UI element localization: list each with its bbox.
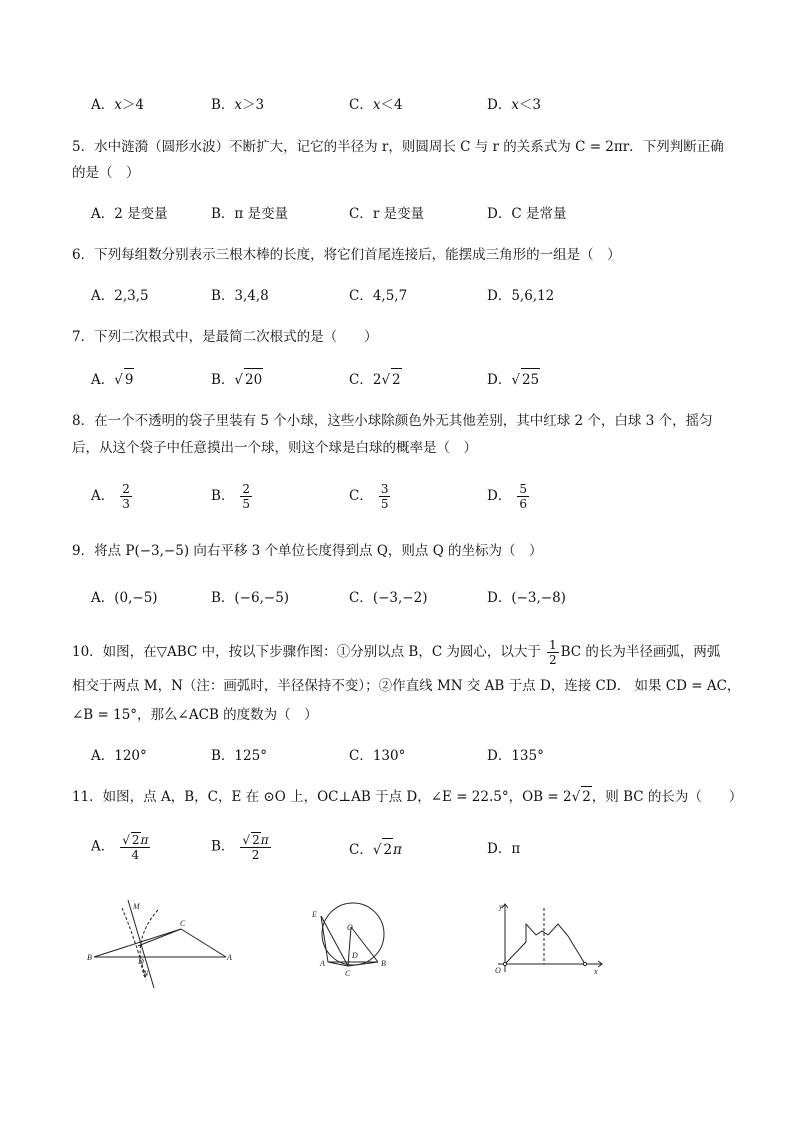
q11-option-b-label: B． <box>211 838 235 855</box>
q7-option-d[interactable] <box>487 368 540 391</box>
q5-option-c[interactable]: C．r 是变量 <box>349 206 425 222</box>
q11-option-c[interactable] <box>349 838 402 861</box>
q7-option-a[interactable] <box>91 368 134 391</box>
fig2-label-e: E <box>312 910 317 919</box>
q5-option-b[interactable]: B．π 是变量 <box>211 206 289 222</box>
fraction <box>547 638 559 667</box>
q11-option-c-label: C． <box>349 842 373 858</box>
q8-option-d[interactable] <box>487 482 529 511</box>
q8-option-a[interactable] <box>91 482 132 511</box>
radical-icon: √ <box>114 372 123 388</box>
fraction <box>120 482 132 511</box>
q4-option-c[interactable]: C．𝑥＜4 <box>349 97 403 113</box>
numerator: 3 <box>380 482 389 496</box>
q10-options <box>91 745 731 769</box>
denominator: 2 <box>548 653 557 667</box>
radical-icon: √ <box>242 833 251 847</box>
fig2-label-c: C <box>345 969 351 978</box>
q10-option-d[interactable]: D．135° <box>487 748 544 764</box>
pi-symbol: π <box>260 833 269 847</box>
q5-option-a[interactable]: A．2 是变量 <box>91 206 168 222</box>
q11-option-a-label: A． <box>91 838 115 855</box>
q7-option-d-label: D． <box>487 372 512 388</box>
numerator: 1 <box>548 638 557 652</box>
q7-options <box>91 368 731 392</box>
q8-option-d-label: D． <box>487 488 512 504</box>
radicand: 2 <box>382 838 393 861</box>
q10-stem-line2: 相交于两点 M，N（注：画弧时，半径保持不变）；②作直线 MN 交 AB 于点 D，连接 CD． 如果 CD = AC， <box>72 678 741 694</box>
numerator <box>240 832 270 848</box>
q10-option-a[interactable]: A．120° <box>91 748 147 764</box>
q8-option-b[interactable] <box>211 482 252 511</box>
radical-icon: √ <box>571 789 581 805</box>
fig2-label-a: A <box>320 959 325 968</box>
q8-stem-line2: 后，从这个袋子中任意摸出一个球，则这个球是白球的概率是（ ） <box>72 440 477 456</box>
fig3-label-y: y <box>499 902 503 911</box>
q7-option-b[interactable] <box>211 368 263 391</box>
fraction <box>379 482 391 511</box>
radicand: 2 <box>131 833 140 847</box>
denominator: 5 <box>242 497 251 511</box>
q6-option-a[interactable]: A．2,3,5 <box>91 288 149 304</box>
q9-option-a[interactable]: A．(0,−5) <box>91 590 158 606</box>
q4-option-b[interactable]: B．𝑥＞3 <box>211 97 265 113</box>
radical-icon: √ <box>511 372 520 388</box>
q7-option-d-radicand: 25 <box>521 368 540 391</box>
q6-options <box>91 285 731 309</box>
figure-q11-circle <box>308 902 394 978</box>
q11-option-d[interactable] <box>487 838 520 860</box>
figure-graph <box>490 898 610 978</box>
fig2-label-o: O <box>347 923 353 932</box>
denominator: 6 <box>519 497 527 511</box>
q5-options <box>91 203 731 227</box>
q4-option-d[interactable]: D．𝑥＜3 <box>487 97 542 113</box>
q5-stem-line2: 的是（ ） <box>72 165 140 181</box>
q7-option-b-radicand: 20 <box>244 368 263 391</box>
q9-stem: 9．将点 P(−3,−5) 向右平移 3 个单位长度得到点 Q，则点 Q 的坐标为（ ） <box>72 543 543 559</box>
denominator: 3 <box>122 497 130 511</box>
q8-option-a-label: A． <box>91 488 115 504</box>
q7-stem: 7．下列二次根式中，是最简二次根式的是（ ） <box>72 329 378 345</box>
q9-option-c[interactable]: C．(−3,−2) <box>349 590 428 606</box>
q8-option-c[interactable] <box>349 482 390 511</box>
q9-options <box>91 587 731 611</box>
q11-option-d-label: D． <box>487 841 512 857</box>
q11-option-b[interactable] <box>211 832 271 862</box>
fig1-label-m: M <box>133 902 140 911</box>
numerator <box>120 832 150 848</box>
fig1-label-n: N <box>143 969 149 978</box>
pi-symbol: π <box>511 841 521 857</box>
fig1-label-b: B <box>87 953 92 962</box>
fraction <box>240 482 252 511</box>
q11-stem-radicand: 2 <box>581 786 592 807</box>
q11-stem <box>72 786 742 807</box>
radical-icon: √ <box>372 842 382 858</box>
q7-option-a-radicand: 9 <box>124 368 135 391</box>
radical-icon: √ <box>122 833 130 847</box>
q11-stem-part2: ，则 BC 的长为（ ） <box>591 789 743 805</box>
q7-option-a-label: A． <box>91 372 115 388</box>
q5-option-d[interactable]: D．C 是常量 <box>487 206 567 222</box>
q10-stem-line3: ∠B = 15°，那么∠ACB 的度数为（ ） <box>72 707 318 723</box>
numerator: 5 <box>519 482 527 496</box>
fig3-label-x: x <box>594 967 598 976</box>
q8-stem-line1: 8．在一个不透明的袋子里装有 5 个小球，这些小球除颜色外无其他差别，其中红球 2 个，白球 3 个，摇匀 <box>72 413 713 429</box>
q9-option-d[interactable]: D．(−3,−8) <box>487 590 566 606</box>
q7-option-b-label: B． <box>211 372 235 388</box>
q11-options <box>91 832 731 868</box>
q10-option-c[interactable]: C．130° <box>349 748 406 764</box>
q7-option-c-coef: 2 <box>372 372 382 388</box>
q6-option-b[interactable]: B．3,4,8 <box>211 288 269 304</box>
q10-stem-part2: BC 的长为半径画弧，两弧 <box>560 644 721 660</box>
figure-q10-triangle <box>86 896 236 992</box>
numerator: 2 <box>242 482 251 496</box>
denominator: 4 <box>131 848 140 862</box>
fig2-label-d: D <box>352 951 358 960</box>
fraction <box>517 482 529 511</box>
fig3-label-o: O <box>495 966 501 975</box>
q6-option-c[interactable]: C．4,5,7 <box>349 288 408 304</box>
q6-option-d[interactable]: D．5,6,12 <box>487 288 555 304</box>
q11-stem-part1: 11．如图，点 A，B，C，E 在 ⊙O 上，OC⊥AB 于点 D，∠E = 22.5°，OB = 2 <box>72 789 572 805</box>
fig1-label-d: D <box>138 957 144 966</box>
q10-stem-line1 <box>72 638 720 667</box>
q11-option-a[interactable] <box>91 832 150 862</box>
q10-stem-part1: 10．如图，在▽ABC 中，按以下步骤作图：①分别以点 B，C 为圆心，以大于 <box>72 644 541 660</box>
q7-option-c-label: C． <box>349 372 373 388</box>
q5-stem-line1: 5．水中涟漪（圆形水波）不断扩大，记它的半径为 r，则圆周长 C 与 r 的关系式为 C = 2πr．下列判断正确 <box>72 139 724 155</box>
q9-option-b[interactable]: B．(−6,−5) <box>211 590 290 606</box>
fraction <box>240 832 270 862</box>
radical-icon: √ <box>381 372 391 388</box>
fraction <box>120 832 150 862</box>
q8-options <box>91 482 731 516</box>
fig1-label-c: C <box>180 919 186 928</box>
fig2-label-b: B <box>381 959 386 968</box>
radical-icon: √ <box>234 372 244 388</box>
q10-option-b[interactable]: B．125° <box>211 748 267 764</box>
q8-option-c-label: C． <box>349 488 373 504</box>
denominator: 2 <box>251 848 260 862</box>
denominator: 5 <box>380 497 389 511</box>
pi-symbol: π <box>140 833 149 847</box>
q8-option-b-label: B． <box>211 488 235 504</box>
numerator: 2 <box>122 482 130 496</box>
q4-option-a[interactable]: A．𝑥＞4 <box>91 97 144 113</box>
pi-symbol: π <box>393 842 402 858</box>
q7-option-c[interactable] <box>349 368 402 391</box>
fig1-label-a: A <box>227 953 232 962</box>
q7-option-c-radicand: 2 <box>391 368 402 391</box>
q4-options <box>91 94 731 118</box>
q6-stem: 6．下列每组数分别表示三根木棒的长度，将它们首尾连接后，能摆成三角形的一组是（ ） <box>72 247 621 263</box>
radicand: 2 <box>252 833 260 847</box>
